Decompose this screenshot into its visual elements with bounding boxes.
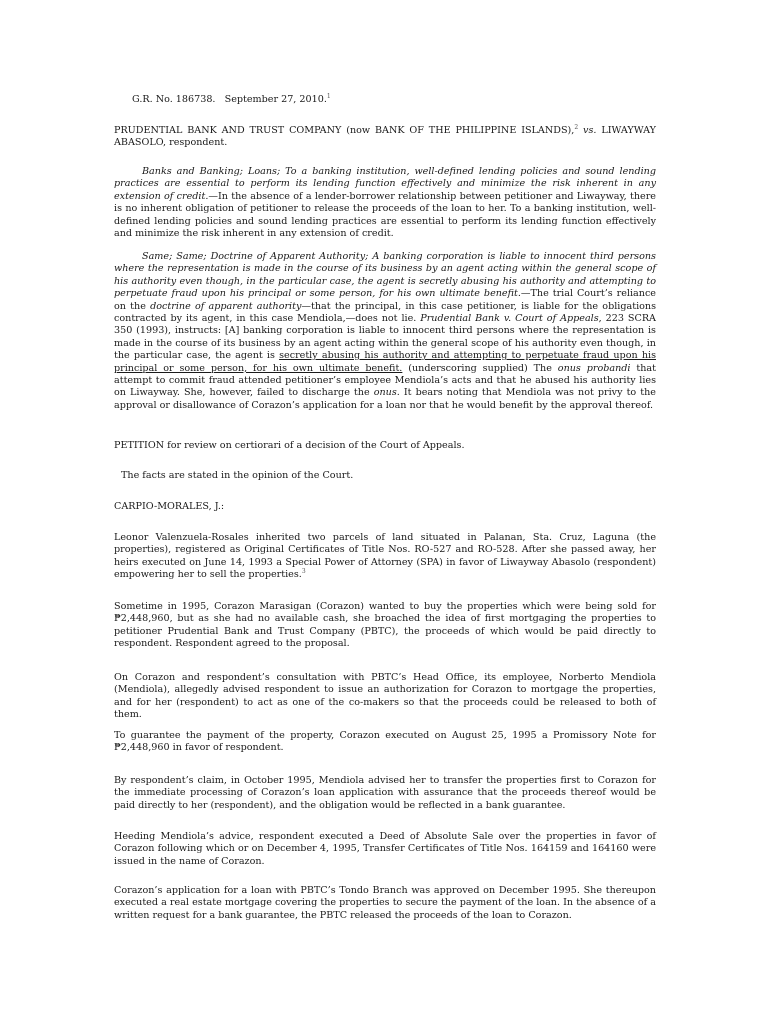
case-number: G.R. No. 186738. bbox=[132, 94, 216, 105]
body-paragraph: Leonor Valenzuela-Rosales inherited two parcels of land situated in Palanan, Sta. Cruz, Laguna (the properties), registered as Original Certificates of Title Nos. RO-527 and RO-528. After she passed away, her heirs executed on June 14, 1993 a Special Power of Attorney (SPA) in favor of Liwayway Abasolo (respondent) empowering her to sell the properties.$^3$ bbox=[114, 532, 656, 581]
underlined-quote: secretly abusing his authority and attempting to perpetuate fraud upon his principal or some person, for his own ultimate benefit. bbox=[114, 350, 656, 374]
case-date: September 27, 2010. bbox=[224, 94, 327, 105]
footnote-ref[interactable]: 1 bbox=[326, 92, 331, 100]
body-paragraph: On Corazon and respondent’s consultation with PBTC’s Head Office, its employee, Norberto Mendiola (Mendiola), allegedly advised respondent to issue an authorization for Corazon to mortgage the properties, and for her (respondent) to act as one of the co-makers so that the proceeds could be released to both of them. bbox=[114, 672, 656, 721]
body-paragraph: Sometime in 1995, Corazon Marasigan (Corazon) wanted to buy the properties which were being sold for ₱2,448,960, but as she had no available cash, she broached the idea of first mortgaging the properties to petitioner Prudential Bank and Trust Company (PBTC), the proceeds of which would be paid directly to respondent. Respondent agreed to the proposal. bbox=[114, 601, 656, 650]
footnote-ref[interactable]: 2 bbox=[574, 123, 579, 131]
petition-line: PETITION for review on certiorari of a decision of the Court of Appeals. bbox=[114, 440, 465, 451]
body-paragraph: Corazon’s application for a loan with PBTC’s Tondo Branch was approved on December 1995. She thereupon executed a real estate mortgage covering the properties to secure the payment of the loan. In the absence of a written request for a bank guarantee, the PBTC released the proceeds of the loan to Corazon. bbox=[114, 885, 656, 921]
opinion-author: CARPIO-MORALES, J.: bbox=[114, 501, 225, 512]
syllabus-paragraph: Same; Same; Doctrine of Apparent Authority; A banking corporation is liable to innocent third persons where the representation is made in the course of its business by an agent acting within the general scope of his authority even though, in the particular case, the agent is secretly abusing his authority and attempting to perpetuate fraud upon his principal or some person, for his own ultimate benefit.—The trial Court’s reliance on the doctrine of apparent authority—that the principal, in this case petitioner, is liable for the obligations contracted by its agent, in this case Mendiola,—does not lie. Prudential Bank v. Court of Appeals, 223 SCRA 350 (1993), instructs: [A] banking corporation is liable to innocent third persons where the representation is made in the course of its business by an agent acting within the general scope of his authority even though, in the particular case, the agent is secretly abusing his authority and attempting to perpetuate fraud upon his principal or some person, for his own ultimate benefit. (underscoring supplied) The onus probandi that attempt to commit fraud attended petitioner’s employee Mendiola’s acts and that he abused his authority lies on Liwayway. She, however, failed to discharge the onus. It bears noting that Mendiola was not privy to the approval or disallowance of Corazon’s application for a loan nor that he would benefit by the approval thereof. bbox=[114, 251, 657, 411]
case-number-line bbox=[132, 94, 674, 106]
syllabus-paragraph: Banks and Banking; Loans; To a banking institution, well-defined lending policies and sound lending practices are essential to perform its lending function effectively and minimize the risk inherent in any extension of credit.—In the absence of a lender-borrower relationship between petitioner and Liwayway, there is no inherent obligation of petitioner to release the proceeds of the loan to her. To a banking institution, well-defined lending policies and sound lending practices are essential to perform its lending function effectively and minimize the risk inherent in any extension of credit. bbox=[114, 166, 656, 240]
footnote-ref[interactable]: 3 bbox=[301, 568, 306, 576]
petitioner-name: PRUDENTIAL BANK AND TRUST COMPANY (now BANK OF THE PHILIPPINE ISLANDS), bbox=[114, 125, 575, 136]
body-paragraph: Heeding Mendiola’s advice, respondent executed a Deed of Absolute Sale over the properties in favor of Corazon following which or on December 4, 1995, Transfer Certificates of Title Nos. 164159 and 164160 were issued in the name of Corazon. bbox=[114, 831, 656, 867]
versus-label: vs. bbox=[583, 125, 597, 136]
case-heading bbox=[114, 125, 656, 150]
body-paragraph: To guarantee the payment of the property, Corazon executed on August 25, 1995 a Promissory Note for ₱2,448,960 in favor of respondent. bbox=[114, 730, 656, 754]
respondent-name: LIWAYWAY ABASOLO, respondent. bbox=[114, 125, 656, 149]
facts-line: The facts are stated in the opinion of the Court. bbox=[121, 470, 354, 481]
body-paragraph: By respondent’s claim, in October 1995, Mendiola advised her to transfer the properties first to Corazon for the immediate processing of Corazon’s loan application with assurance that the proceeds thereof would be paid directly to her (respondent), and the obligation would be reflected in a bank guarantee. bbox=[114, 775, 656, 811]
